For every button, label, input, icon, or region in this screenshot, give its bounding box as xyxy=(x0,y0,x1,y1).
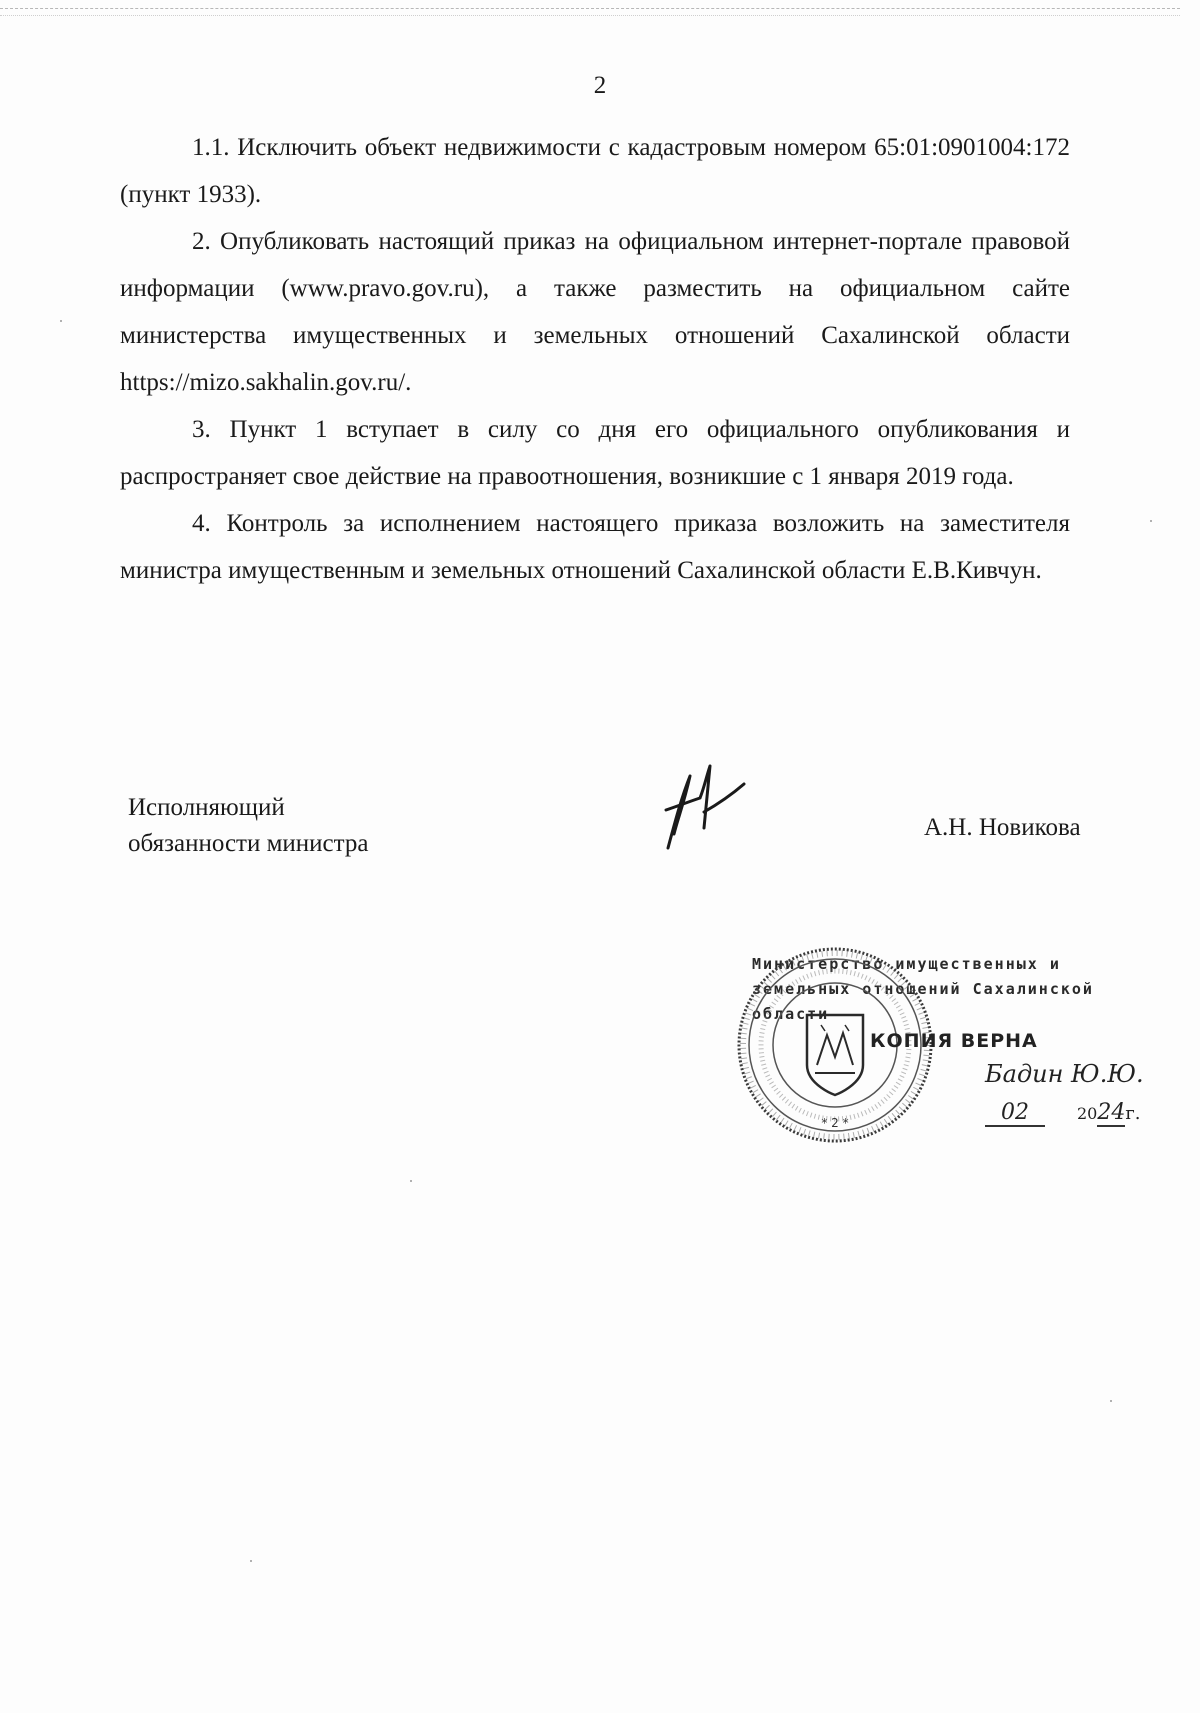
stamp-org-line-2: земельных отношений Сахалинской xyxy=(752,980,1094,998)
signer-position xyxy=(128,790,368,862)
signer-position-line-1: Исполняющий xyxy=(128,794,285,821)
date-year-suffix: 24 xyxy=(1097,1100,1126,1125)
signer-name: А.Н. Новикова xyxy=(924,814,1081,841)
scan-edge-artifact xyxy=(0,8,1180,16)
signer-position-line-2: обязанности министра xyxy=(128,830,369,857)
paragraph-2: 2. Опубликовать настоящий приказ на официальном интернет-портале правовой информации (www.pravo.gov.ru), а также разместить на официальном сайте министерства имущественных и земельных отношений Сахалинской области https://mizo.sakhalin.gov.ru/. xyxy=(120,228,1070,396)
stamp-org-line-1: Министерство имущественных и xyxy=(752,955,1061,973)
document-body xyxy=(120,124,1070,594)
paragraph-4: 4. Контроль за исполнением настоящего приказа возложить на заместителя министра имущественным и земельных отношений Сахалинской области Е.В.Кивчун. xyxy=(120,510,1070,584)
svg-text:* 2 *: * 2 * xyxy=(821,1116,849,1130)
scan-speck xyxy=(1150,520,1152,522)
date-year-mark: г. xyxy=(1125,1103,1141,1124)
stamp-org-line-3: области xyxy=(752,1005,830,1023)
scan-speck xyxy=(1110,1400,1112,1402)
date-year-prefix: 20 xyxy=(1077,1104,1098,1123)
handwritten-signature-icon xyxy=(648,748,758,858)
certification-date xyxy=(985,1100,1141,1127)
page-number: 2 xyxy=(593,72,607,99)
date-month: 02 xyxy=(985,1100,1045,1127)
scan-speck xyxy=(60,320,62,322)
certifier-handwritten-name: Бадин Ю.Ю. xyxy=(985,1060,1144,1088)
scan-speck xyxy=(250,1560,252,1562)
paragraph-3: 3. Пункт 1 вступает в силу со дня его официального опубликования и распространяет свое действие на правоотношения, возникшие с 1 января 2019 года. xyxy=(120,416,1070,490)
copy-certified-label: КОПИЯ ВЕРНА xyxy=(870,1030,1038,1052)
paragraph-1-1: 1.1. Исключить объект недвижимости с кадастровым номером 65:01:0901004:172 (пункт 1933). xyxy=(120,134,1070,208)
scan-speck xyxy=(410,1180,412,1182)
